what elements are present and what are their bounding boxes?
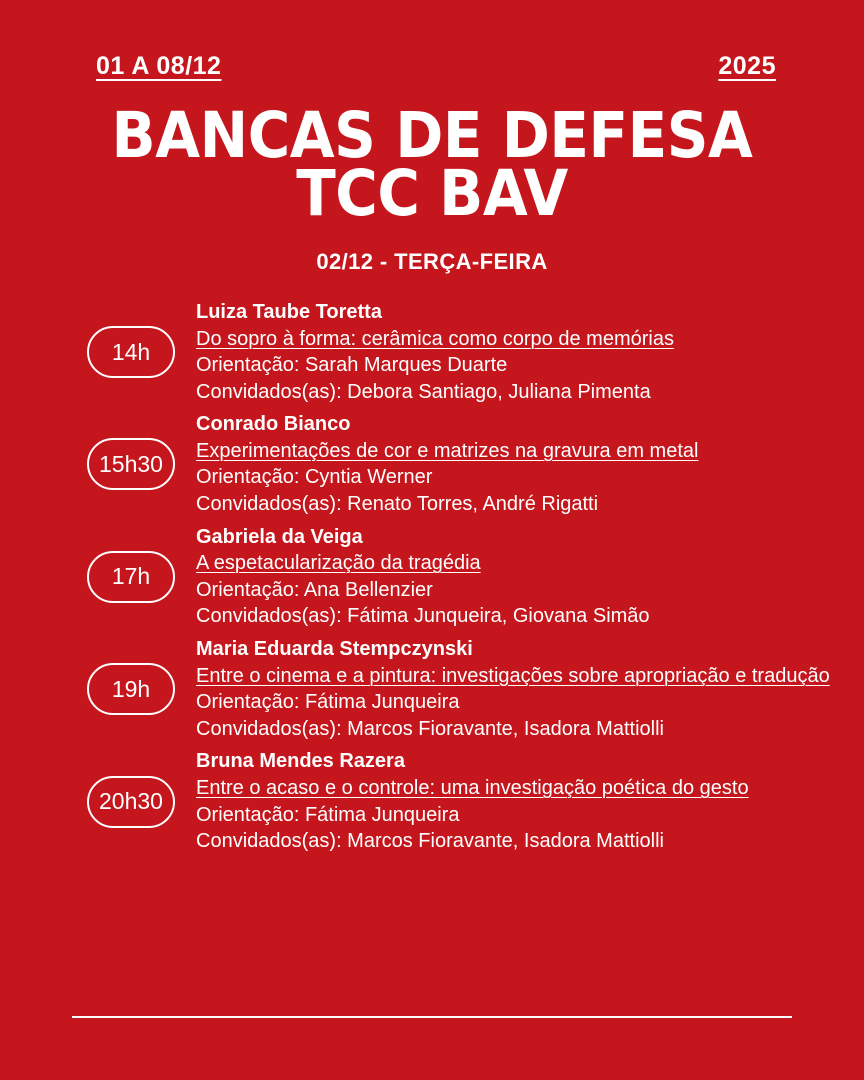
guests-line: Convidados(as): Marcos Fioravante, Isadora Mattiolli — [196, 717, 664, 740]
schedule-item — [72, 524, 840, 630]
student-name: Gabriela da Veiga — [196, 525, 363, 548]
schedule-item-body — [190, 636, 840, 742]
work-title: Entre o cinema e a pintura: investigações sobre apropriação e tradução — [196, 664, 830, 687]
guests-line: Convidados(as): Renato Torres, André Rigatti — [196, 493, 599, 516]
header-date-range: 01 A 08/12 — [96, 52, 222, 80]
header-year: 2025 — [718, 52, 776, 80]
student-name: Maria Eduarda Stempczynski — [196, 638, 473, 661]
advisor-line: Orientação: Cyntia Werner — [196, 466, 433, 489]
time-badge-wrap — [72, 776, 190, 828]
header — [0, 0, 864, 81]
schedule-item-body — [190, 299, 840, 405]
advisor-line: Orientação: Ana Bellenzier — [196, 578, 433, 601]
work-title: Experimentações de cor e matrizes na gravura em metal — [196, 439, 699, 462]
schedule-item — [72, 748, 840, 854]
status-badge: 20h30 — [87, 776, 175, 828]
schedule-item — [72, 636, 840, 742]
work-title: A espetacularização da tragédia — [196, 552, 481, 575]
guests-line: Convidados(as): Marcos Fioravante, Isadora Mattiolli — [196, 830, 664, 853]
schedule-item-body — [190, 524, 840, 630]
schedule-item — [72, 411, 840, 517]
work-title: Entre o acaso e o controle: uma investigação poética do gesto — [196, 777, 749, 799]
guests-line: Convidados(as): Debora Santiago, Juliana Pimenta — [196, 380, 651, 403]
advisor-line: Orientação: Fátima Junqueira — [196, 803, 460, 826]
status-badge: 19h — [87, 663, 175, 715]
title-line-1: BANCAS DE DEFESA — [111, 99, 753, 172]
title-line-2: TCC BAV — [296, 156, 568, 230]
student-name: Conrado Bianco — [196, 413, 351, 436]
bottom-divider — [72, 1016, 792, 1018]
work-title: Do sopro à forma: cerâmica como corpo de memórias — [196, 327, 674, 350]
schedule-item-body — [190, 748, 840, 854]
time-badge-wrap — [72, 438, 190, 490]
student-name: Luiza Taube Toretta — [196, 300, 382, 323]
student-name: Bruna Mendes Razera — [196, 750, 405, 773]
page-title — [0, 99, 864, 230]
subtitle-date: 02/12 - TERÇA-FEIRA — [316, 248, 548, 274]
schedule-item — [72, 299, 840, 405]
time-badge-wrap — [72, 663, 190, 715]
status-badge: 14h — [87, 326, 175, 378]
status-badge: 17h — [87, 551, 175, 603]
schedule-list — [0, 299, 864, 855]
advisor-line: Orientação: Fátima Junqueira — [196, 691, 460, 714]
time-badge-wrap — [72, 551, 190, 603]
advisor-line: Orientação: Sarah Marques Duarte — [196, 354, 508, 377]
status-badge: 15h30 — [87, 438, 175, 490]
time-badge-wrap — [72, 326, 190, 378]
guests-line: Convidados(as): Fátima Junqueira, Giovana Simão — [196, 605, 650, 628]
schedule-item-body — [190, 411, 840, 517]
